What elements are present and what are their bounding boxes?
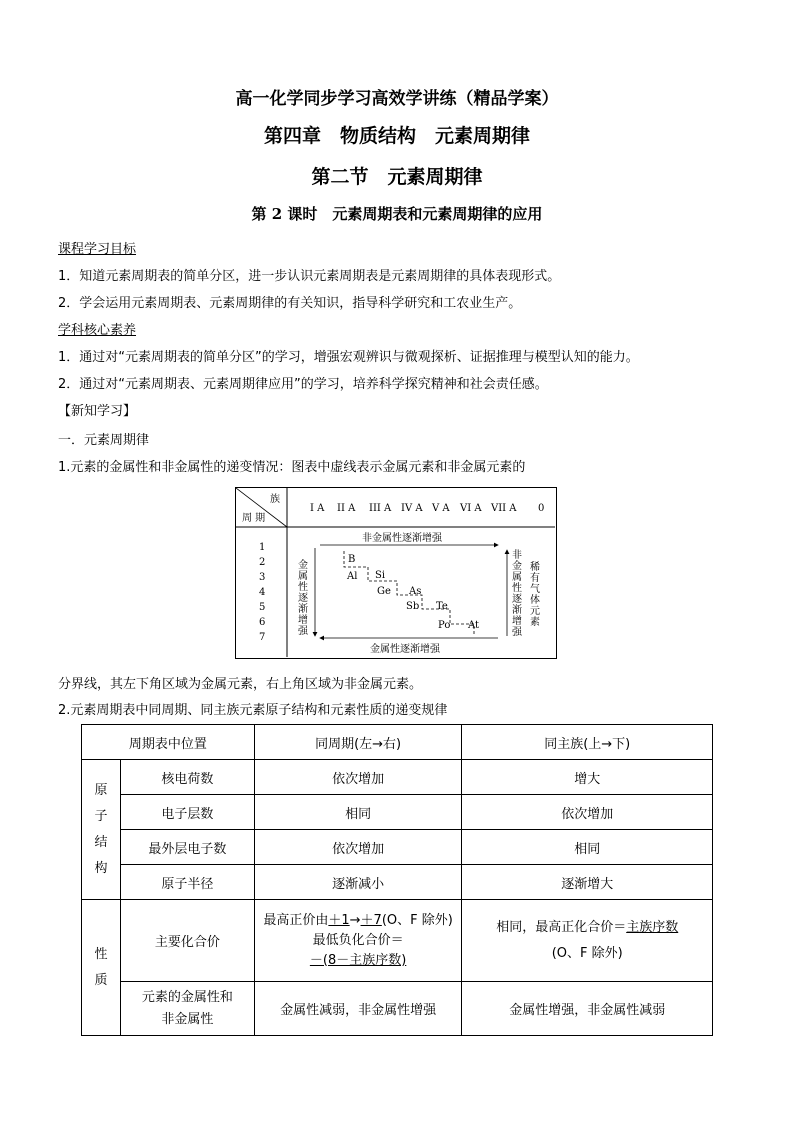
svg-text:属: 属 <box>512 572 522 583</box>
lesson-title: 第 2 课时 元素周期表和元素周期律的应用 <box>251 205 543 223</box>
table-header-row <box>82 725 713 760</box>
cell-period: 相同 <box>254 795 462 830</box>
svg-text:素: 素 <box>530 617 540 628</box>
group-label: IV A <box>401 503 423 514</box>
svg-text:气: 气 <box>530 584 540 595</box>
corner-period-label: 周 期 <box>242 513 266 524</box>
cell-group-valence: 相同，最高正化合价＝主族序数 (O、F 除外) <box>462 900 713 982</box>
period-label: 7 <box>259 632 266 643</box>
cell-group: 依次增加 <box>462 795 713 830</box>
svg-text:体: 体 <box>530 595 540 606</box>
period-label: 3 <box>259 572 266 583</box>
part-heading: 一．元素周期律 <box>58 433 150 448</box>
cell-period-valence: 最高正价由＋1→＋7(O、F 除外) 最低负化合价＝ －(8－主族序数) <box>254 900 462 982</box>
cell-period: 依次增加 <box>254 830 462 865</box>
table-row <box>82 760 713 795</box>
cell-group: 增大 <box>462 760 713 795</box>
group-properties: 性 质 <box>82 900 121 1036</box>
goals-heading: 课程学习目标 <box>58 242 137 257</box>
table-row <box>82 795 713 830</box>
cell-period: 逐渐减小 <box>254 865 462 900</box>
period-label: 4 <box>259 587 266 598</box>
new-knowledge-tag: 【新知学习】 <box>58 404 137 419</box>
chapter-title: 第四章 物质结构 元素周期律 <box>263 125 530 147</box>
top-arrow-label: 非金属性逐渐增强 <box>362 533 442 544</box>
cell-period: 依次增加 <box>254 760 462 795</box>
header-position: 周期表中位置 <box>82 725 255 760</box>
group-label: VII A <box>491 503 517 514</box>
svg-text:逐: 逐 <box>512 594 522 605</box>
svg-text:金: 金 <box>512 561 522 572</box>
svg-text:元: 元 <box>530 606 540 617</box>
table-row <box>82 982 713 1036</box>
svg-text:属: 属 <box>298 571 308 582</box>
svg-text:强: 强 <box>298 626 308 637</box>
svg-text:渐: 渐 <box>512 605 522 616</box>
header-same-group: 同主族(上→下) <box>462 725 713 760</box>
svg-text:增: 增 <box>298 615 308 626</box>
corner-group-label: 族 <box>270 494 280 505</box>
group-label: I A <box>310 503 325 514</box>
table-row <box>82 830 713 865</box>
core-item-1: 1．通过对“元素周期表的简单分区”的学习，增强宏观辨识与微观探析、证据推理与模型认知的能力。 <box>58 350 639 365</box>
row-label: 主要化合价 <box>120 900 254 982</box>
core-heading: 学科核心素养 <box>58 323 137 338</box>
header-same-period: 同周期(左→右) <box>254 725 462 760</box>
element-label: Sb <box>406 601 420 612</box>
element-label: Ge <box>377 586 391 597</box>
cell-group: 金属性增强，非金属性减弱 <box>462 982 713 1036</box>
period-label: 2 <box>259 557 266 568</box>
svg-text:非: 非 <box>512 550 522 561</box>
periodic-law-table <box>81 724 713 1036</box>
svg-text:性: 性 <box>298 582 308 593</box>
group-label: 0 <box>538 503 545 514</box>
group-label: II A <box>337 503 356 514</box>
period-label: 6 <box>259 617 266 628</box>
doc-title: 高一化学同步学习高效学讲练（精品学案） <box>235 89 559 109</box>
section-title: 第二节 元素周期律 <box>311 166 483 188</box>
group-label: V A <box>432 503 450 514</box>
period-label: 1 <box>259 542 266 553</box>
table-row <box>82 900 713 982</box>
cell-group: 相同 <box>462 830 713 865</box>
right-arrow-label <box>512 548 523 638</box>
group-label: VI A <box>460 503 482 514</box>
element-label: Al <box>347 571 358 582</box>
svg-text:渐: 渐 <box>298 604 308 615</box>
period-label: 5 <box>259 602 266 613</box>
row-label: 最外层电子数 <box>120 830 254 865</box>
row-label: 元素的金属性和非金属性 <box>120 982 254 1036</box>
core-item-2: 2．通过对“元素周期表、元素周期律应用”的学习，培养科学探究精神和社会责任感。 <box>58 377 548 392</box>
svg-text:增: 增 <box>512 616 522 627</box>
point-2: 2.元素周期表中同周期、同主族元素原子结构和元素性质的递变规律 <box>58 703 448 718</box>
goal-item-2: 2．学会运用元素周期表、元素周期律的有关知识，指导科学研究和工农业生产。 <box>58 296 522 311</box>
svg-text:有: 有 <box>530 573 540 584</box>
cell-group: 逐渐增大 <box>462 865 713 900</box>
element-label: As <box>409 586 422 597</box>
boundary-note: 分界线，其左下角区域为金属元素，右上角区域为非金属元素。 <box>58 677 423 692</box>
group-atomic-structure: 原 子 结 构 <box>82 760 121 900</box>
row-label: 电子层数 <box>120 795 254 830</box>
element-label: Si <box>375 570 386 581</box>
svg-text:性: 性 <box>512 583 522 594</box>
svg-text:逐: 逐 <box>298 593 308 604</box>
svg-text:强: 强 <box>512 627 522 638</box>
element-label: At <box>468 620 480 631</box>
element-label: B <box>348 554 356 565</box>
left-arrow-label <box>298 558 309 637</box>
element-label: Te <box>436 601 448 612</box>
point-1: 1.元素的金属性和非金属性的递变情况：图表中虚线表示金属元素和非金属元素的 <box>58 460 526 475</box>
element-label: Po <box>438 620 451 631</box>
cell-period: 金属性减弱，非金属性增强 <box>254 982 462 1036</box>
periodic-zones-figure <box>235 487 557 659</box>
svg-text:稀: 稀 <box>530 562 540 573</box>
noble-gas-label <box>530 560 540 628</box>
group-label: III A <box>369 503 392 514</box>
row-label: 核电荷数 <box>120 760 254 795</box>
bottom-arrow-label: 金属性逐渐增强 <box>370 644 440 655</box>
goal-item-1: 1．知道元素周期表的简单分区，进一步认识元素周期表是元素周期律的具体表现形式。 <box>58 269 561 284</box>
row-label: 原子半径 <box>120 865 254 900</box>
svg-text:金: 金 <box>298 560 308 571</box>
table-row <box>82 865 713 900</box>
